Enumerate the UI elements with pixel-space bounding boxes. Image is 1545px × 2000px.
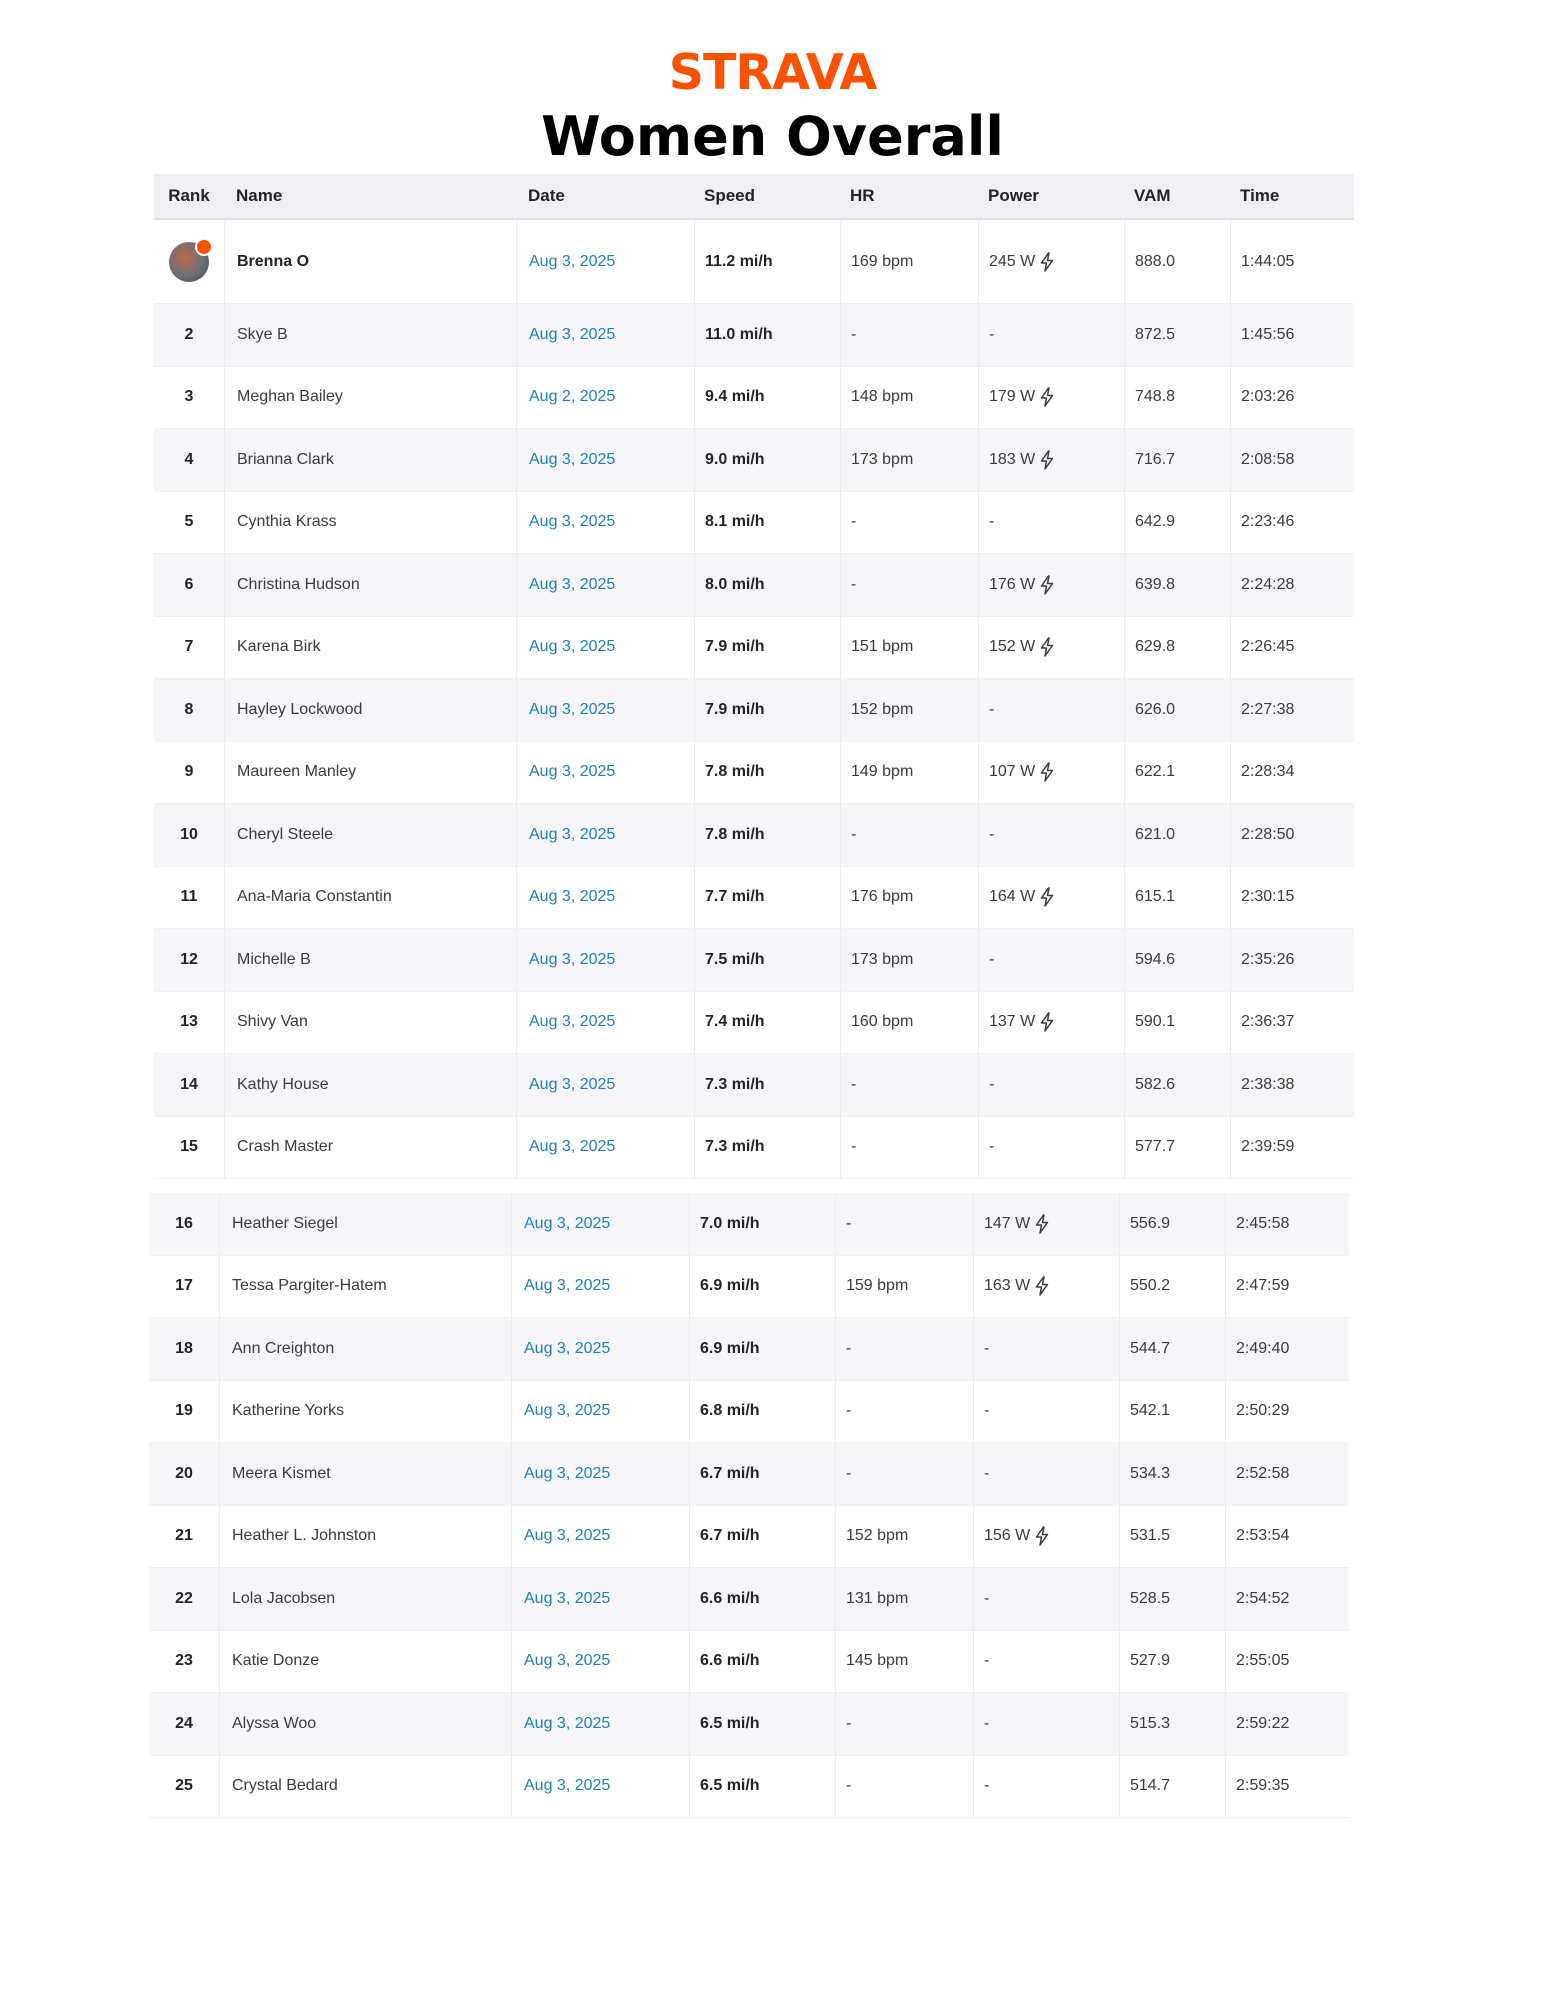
table-row[interactable]	[154, 804, 1354, 867]
table-row[interactable]	[154, 1054, 1354, 1117]
vam-cell: 590.1	[1124, 992, 1230, 1054]
rank-cell: 20	[175, 1464, 193, 1482]
vam-cell: 534.3	[1119, 1443, 1225, 1505]
activity-date-link[interactable]: Aug 3, 2025	[516, 1054, 694, 1116]
time-cell: 2:47:59	[1225, 1256, 1349, 1318]
rank-cell	[154, 220, 224, 303]
activity-date-link[interactable]: Aug 3, 2025	[516, 992, 694, 1054]
power-value: 164 W	[989, 888, 1036, 906]
power-value: 176 W	[989, 575, 1036, 593]
speed-cell: 7.5 mi/h	[694, 929, 840, 991]
time-cell: 2:59:35	[1225, 1756, 1349, 1818]
power-cell	[978, 679, 1124, 741]
time-cell: 2:27:38	[1230, 679, 1354, 741]
table-row[interactable]	[154, 867, 1354, 930]
table-row[interactable]	[154, 218, 1354, 304]
lightning-bolt-icon	[1039, 252, 1055, 272]
power-value: -	[989, 325, 995, 343]
rank-cell: 13	[180, 1013, 198, 1031]
athlete-name[interactable]: Ann Creighton	[219, 1318, 511, 1380]
power-cell	[978, 1117, 1124, 1179]
rank-cell: 3	[184, 388, 194, 406]
time-cell: 2:59:22	[1225, 1693, 1349, 1755]
table-row[interactable]	[149, 1631, 1349, 1694]
lightning-bolt-icon	[1039, 762, 1055, 782]
activity-date-link[interactable]: Aug 3, 2025	[511, 1693, 689, 1755]
power-value: 156 W	[984, 1527, 1031, 1545]
time-cell: 2:28:50	[1230, 804, 1354, 866]
heart-rate-cell: 159 bpm	[835, 1256, 973, 1318]
lightning-bolt-icon	[1039, 450, 1055, 470]
strava-logo: STRAVA	[668, 44, 877, 101]
vam-cell: 527.9	[1119, 1631, 1225, 1693]
table-body	[154, 218, 1354, 1818]
time-cell: 2:08:58	[1230, 429, 1354, 491]
vam-cell: 622.1	[1124, 742, 1230, 804]
heart-rate-cell: 152 bpm	[840, 679, 978, 741]
rank-cell: 14	[180, 1075, 198, 1093]
heart-rate-cell: -	[835, 1756, 973, 1818]
power-cell	[978, 1054, 1124, 1116]
activity-date-link[interactable]: Aug 2, 2025	[516, 367, 694, 429]
vam-cell: 556.9	[1119, 1193, 1225, 1255]
time-cell: 2:38:38	[1230, 1054, 1354, 1116]
power-value: 183 W	[989, 450, 1036, 468]
time-cell: 2:03:26	[1230, 367, 1354, 429]
table-row[interactable]	[154, 617, 1354, 680]
athlete-name[interactable]: Katie Donze	[219, 1631, 511, 1693]
athlete-name[interactable]: Michelle B	[224, 929, 516, 991]
activity-date-link[interactable]: Aug 3, 2025	[511, 1193, 689, 1255]
activity-date-link[interactable]: Aug 3, 2025	[516, 492, 694, 554]
lightning-bolt-icon	[1039, 387, 1055, 407]
power-value: -	[989, 1075, 995, 1093]
header-name[interactable]: Name	[236, 186, 283, 205]
table-row[interactable]	[154, 367, 1354, 430]
power-cell	[973, 1506, 1119, 1568]
heart-rate-cell: 160 bpm	[840, 992, 978, 1054]
activity-date-link[interactable]: Aug 3, 2025	[511, 1631, 689, 1693]
speed-cell: 7.9 mi/h	[694, 617, 840, 679]
header-date[interactable]: Date	[528, 186, 565, 205]
athlete-name[interactable]: Meghan Bailey	[224, 367, 516, 429]
table-row[interactable]	[154, 992, 1354, 1055]
vam-cell: 888.0	[1124, 220, 1230, 303]
heart-rate-cell: 173 bpm	[840, 429, 978, 491]
power-cell	[978, 804, 1124, 866]
time-cell: 2:35:26	[1230, 929, 1354, 991]
time-cell: 2:54:52	[1225, 1568, 1349, 1630]
heart-rate-cell: -	[835, 1318, 973, 1380]
speed-cell: 11.2 mi/h	[694, 220, 840, 303]
table-row[interactable]	[154, 742, 1354, 805]
lightning-bolt-icon	[1039, 575, 1055, 595]
activity-date-link[interactable]: Aug 3, 2025	[516, 679, 694, 741]
power-cell	[973, 1318, 1119, 1380]
activity-date-link[interactable]: Aug 3, 2025	[511, 1443, 689, 1505]
activity-date-link[interactable]: Aug 3, 2025	[516, 429, 694, 491]
speed-cell: 6.5 mi/h	[689, 1693, 835, 1755]
speed-cell: 7.3 mi/h	[694, 1117, 840, 1179]
heart-rate-cell: -	[840, 492, 978, 554]
vam-cell: 550.2	[1119, 1256, 1225, 1318]
rank-cell: 21	[175, 1527, 193, 1545]
lightning-bolt-icon	[1039, 637, 1055, 657]
power-cell	[978, 304, 1124, 366]
power-value: -	[989, 1138, 995, 1156]
power-cell	[973, 1568, 1119, 1630]
power-cell	[973, 1756, 1119, 1818]
top-rank-badge-icon	[195, 238, 213, 256]
table-header	[154, 174, 1354, 218]
activity-date-link[interactable]: Aug 3, 2025	[516, 1117, 694, 1179]
rank-cell: 9	[184, 763, 194, 781]
heart-rate-cell: 131 bpm	[835, 1568, 973, 1630]
table-row[interactable]	[149, 1193, 1349, 1256]
athlete-name[interactable]: Hayley Lockwood	[224, 679, 516, 741]
athlete-name[interactable]: Lola Jacobsen	[219, 1568, 511, 1630]
activity-date-link[interactable]: Aug 3, 2025	[516, 304, 694, 366]
vam-cell: 629.8	[1124, 617, 1230, 679]
header-hr[interactable]: HR	[850, 186, 875, 205]
table-row[interactable]	[149, 1443, 1349, 1506]
table-row[interactable]	[154, 1117, 1354, 1180]
athlete-name[interactable]: Tessa Pargiter-Hatem	[219, 1256, 511, 1318]
athlete-name[interactable]: Katherine Yorks	[219, 1381, 511, 1443]
power-value: 179 W	[989, 388, 1036, 406]
header-speed[interactable]: Speed	[704, 186, 756, 205]
speed-cell: 6.9 mi/h	[689, 1318, 835, 1380]
vam-cell: 542.1	[1119, 1381, 1225, 1443]
heart-rate-cell: -	[840, 304, 978, 366]
vam-cell: 544.7	[1119, 1318, 1225, 1380]
power-cell	[973, 1193, 1119, 1255]
power-value: 147 W	[984, 1214, 1031, 1232]
athlete-name[interactable]: Brenna O	[224, 220, 516, 303]
rank-cell: 23	[175, 1652, 193, 1670]
speed-cell: 9.0 mi/h	[694, 429, 840, 491]
table-row[interactable]	[149, 1381, 1349, 1444]
power-value: -	[989, 513, 995, 531]
vam-cell: 621.0	[1124, 804, 1230, 866]
athlete-name[interactable]: Maureen Manley	[224, 742, 516, 804]
lightning-bolt-icon	[1034, 1526, 1050, 1546]
heart-rate-cell: 169 bpm	[840, 220, 978, 303]
header-power[interactable]: Power	[988, 186, 1040, 205]
rank-cell: 22	[175, 1589, 193, 1607]
time-cell: 2:45:58	[1225, 1193, 1349, 1255]
heart-rate-cell: 173 bpm	[840, 929, 978, 991]
activity-date-link[interactable]: Aug 3, 2025	[511, 1381, 689, 1443]
power-cell	[978, 220, 1124, 303]
athlete-name[interactable]: Cheryl Steele	[224, 804, 516, 866]
vam-cell: 528.5	[1119, 1568, 1225, 1630]
table-row[interactable]	[149, 1568, 1349, 1631]
rank-cell: 10	[180, 825, 198, 843]
table-row[interactable]	[149, 1256, 1349, 1319]
table-row[interactable]	[149, 1506, 1349, 1569]
power-value: -	[984, 1652, 990, 1670]
power-cell	[978, 742, 1124, 804]
vam-cell: 639.8	[1124, 554, 1230, 616]
speed-cell: 7.0 mi/h	[689, 1193, 835, 1255]
header-vam[interactable]: VAM	[1134, 186, 1171, 205]
power-value: 137 W	[989, 1013, 1036, 1031]
table-row[interactable]	[154, 679, 1354, 742]
rank-cell: 8	[184, 700, 194, 718]
athlete-name[interactable]: Crystal Bedard	[219, 1756, 511, 1818]
speed-cell: 8.1 mi/h	[694, 492, 840, 554]
heart-rate-cell: -	[835, 1381, 973, 1443]
speed-cell: 6.7 mi/h	[689, 1506, 835, 1568]
speed-cell: 11.0 mi/h	[694, 304, 840, 366]
rank-cell: 19	[175, 1402, 193, 1420]
vam-cell: 594.6	[1124, 929, 1230, 991]
vam-cell: 642.9	[1124, 492, 1230, 554]
speed-cell: 6.5 mi/h	[689, 1756, 835, 1818]
power-value: 245 W	[989, 252, 1036, 270]
rank-cell: 4	[184, 450, 194, 468]
rank-cell: 17	[175, 1277, 193, 1295]
activity-date-link[interactable]: Aug 3, 2025	[516, 554, 694, 616]
vam-cell: 531.5	[1119, 1506, 1225, 1568]
time-cell: 2:23:46	[1230, 492, 1354, 554]
rank-cell: 6	[184, 575, 194, 593]
activity-date-link[interactable]: Aug 3, 2025	[516, 867, 694, 929]
power-value: -	[989, 950, 995, 968]
leaderboard-table	[154, 174, 1354, 1818]
vam-cell: 748.8	[1124, 367, 1230, 429]
power-cell	[973, 1693, 1119, 1755]
athlete-name[interactable]: Ana-Maria Constantin	[224, 867, 516, 929]
athlete-avatar-icon[interactable]	[169, 242, 209, 282]
power-cell	[978, 929, 1124, 991]
power-value: -	[984, 1339, 990, 1357]
table-row[interactable]	[154, 554, 1354, 617]
time-cell: 2:39:59	[1230, 1117, 1354, 1179]
athlete-name[interactable]: Karena Birk	[224, 617, 516, 679]
power-cell	[978, 867, 1124, 929]
speed-cell: 7.8 mi/h	[694, 742, 840, 804]
activity-date-link[interactable]: Aug 3, 2025	[511, 1506, 689, 1568]
speed-cell: 6.7 mi/h	[689, 1443, 835, 1505]
heart-rate-cell: -	[840, 1054, 978, 1116]
athlete-name[interactable]: Skye B	[224, 304, 516, 366]
speed-cell: 6.9 mi/h	[689, 1256, 835, 1318]
time-cell: 2:55:05	[1225, 1631, 1349, 1693]
time-cell: 2:30:15	[1230, 867, 1354, 929]
power-cell	[978, 992, 1124, 1054]
power-cell	[978, 367, 1124, 429]
activity-date-link[interactable]: Aug 3, 2025	[511, 1568, 689, 1630]
activity-date-link[interactable]: Aug 3, 2025	[516, 929, 694, 991]
vam-cell: 515.3	[1119, 1693, 1225, 1755]
heart-rate-cell: 176 bpm	[840, 867, 978, 929]
rank-cell: 24	[175, 1714, 193, 1732]
power-cell	[978, 429, 1124, 491]
athlete-name[interactable]: Brianna Clark	[224, 429, 516, 491]
page-title: Women Overall	[541, 105, 1004, 168]
time-cell: 2:26:45	[1230, 617, 1354, 679]
time-cell: 2:24:28	[1230, 554, 1354, 616]
time-cell: 2:52:58	[1225, 1443, 1349, 1505]
lightning-bolt-icon	[1034, 1214, 1050, 1234]
speed-cell: 8.0 mi/h	[694, 554, 840, 616]
power-cell	[973, 1381, 1119, 1443]
power-value: -	[984, 1589, 990, 1607]
power-value: -	[984, 1402, 990, 1420]
time-cell: 2:36:37	[1230, 992, 1354, 1054]
vam-cell: 577.7	[1124, 1117, 1230, 1179]
athlete-name[interactable]: Kathy House	[224, 1054, 516, 1116]
table-row[interactable]	[154, 429, 1354, 492]
heart-rate-cell: -	[835, 1693, 973, 1755]
power-cell	[973, 1256, 1119, 1318]
activity-date-link[interactable]: Aug 3, 2025	[511, 1318, 689, 1380]
header-rank[interactable]: Rank	[168, 186, 210, 205]
lightning-bolt-icon	[1039, 1012, 1055, 1032]
time-cell: 2:49:40	[1225, 1318, 1349, 1380]
speed-cell: 7.7 mi/h	[694, 867, 840, 929]
speed-cell: 6.6 mi/h	[689, 1631, 835, 1693]
time-cell: 2:53:54	[1225, 1506, 1349, 1568]
activity-date-link[interactable]: Aug 3, 2025	[516, 220, 694, 303]
power-value: 152 W	[989, 638, 1036, 656]
rank-cell: 7	[184, 638, 194, 656]
time-cell: 1:45:56	[1230, 304, 1354, 366]
power-cell	[978, 492, 1124, 554]
activity-date-link[interactable]: Aug 3, 2025	[516, 804, 694, 866]
athlete-name[interactable]: Meera Kismet	[219, 1443, 511, 1505]
power-cell	[978, 617, 1124, 679]
activity-date-link[interactable]: Aug 3, 2025	[516, 742, 694, 804]
speed-cell: 7.9 mi/h	[694, 679, 840, 741]
table-row[interactable]	[149, 1693, 1349, 1756]
rank-cell: 2	[184, 325, 194, 343]
power-value: 163 W	[984, 1277, 1031, 1295]
time-cell: 2:50:29	[1225, 1381, 1349, 1443]
athlete-name[interactable]: Cynthia Krass	[224, 492, 516, 554]
heart-rate-cell: 152 bpm	[835, 1506, 973, 1568]
speed-cell: 7.8 mi/h	[694, 804, 840, 866]
athlete-name[interactable]: Crash Master	[224, 1117, 516, 1179]
power-value: -	[989, 825, 995, 843]
rank-cell: 25	[175, 1777, 193, 1795]
speed-cell: 9.4 mi/h	[694, 367, 840, 429]
vam-cell: 615.1	[1124, 867, 1230, 929]
speed-cell: 7.4 mi/h	[694, 992, 840, 1054]
table-row[interactable]	[149, 1756, 1349, 1819]
power-value: 107 W	[989, 763, 1036, 781]
vam-cell: 716.7	[1124, 429, 1230, 491]
power-value: -	[984, 1464, 990, 1482]
activity-date-link[interactable]: Aug 3, 2025	[511, 1256, 689, 1318]
rank-cell: 12	[180, 950, 198, 968]
athlete-name[interactable]: Christina Hudson	[224, 554, 516, 616]
header-time[interactable]: Time	[1240, 186, 1280, 205]
power-cell	[973, 1631, 1119, 1693]
rank-cell: 5	[184, 513, 194, 531]
heart-rate-cell: -	[840, 1117, 978, 1179]
page-break-gap	[151, 1179, 1351, 1193]
athlete-name[interactable]: Heather L. Johnston	[219, 1506, 511, 1568]
heart-rate-cell: -	[835, 1193, 973, 1255]
athlete-name[interactable]: Heather Siegel	[219, 1193, 511, 1255]
rank-cell: 15	[180, 1138, 198, 1156]
heart-rate-cell: -	[840, 554, 978, 616]
table-row[interactable]	[154, 304, 1354, 367]
vam-cell: 582.6	[1124, 1054, 1230, 1116]
lightning-bolt-icon	[1039, 887, 1055, 907]
table-row[interactable]	[154, 929, 1354, 992]
power-value: -	[984, 1777, 990, 1795]
table-row[interactable]	[154, 492, 1354, 555]
lightning-bolt-icon	[1034, 1276, 1050, 1296]
athlete-name[interactable]: Shivy Van	[224, 992, 516, 1054]
power-value: -	[989, 700, 995, 718]
heart-rate-cell: 149 bpm	[840, 742, 978, 804]
time-cell: 2:28:34	[1230, 742, 1354, 804]
heart-rate-cell: 148 bpm	[840, 367, 978, 429]
vam-cell: 872.5	[1124, 304, 1230, 366]
heart-rate-cell: -	[835, 1443, 973, 1505]
power-cell	[973, 1443, 1119, 1505]
heart-rate-cell: 145 bpm	[835, 1631, 973, 1693]
heart-rate-cell: -	[840, 804, 978, 866]
time-cell: 1:44:05	[1230, 220, 1354, 303]
rank-cell: 18	[175, 1339, 193, 1357]
activity-date-link[interactable]: Aug 3, 2025	[511, 1756, 689, 1818]
vam-cell: 514.7	[1119, 1756, 1225, 1818]
activity-date-link[interactable]: Aug 3, 2025	[516, 617, 694, 679]
heart-rate-cell: 151 bpm	[840, 617, 978, 679]
athlete-name[interactable]: Alyssa Woo	[219, 1693, 511, 1755]
speed-cell: 6.6 mi/h	[689, 1568, 835, 1630]
speed-cell: 7.3 mi/h	[694, 1054, 840, 1116]
power-cell	[978, 554, 1124, 616]
rank-cell: 11	[180, 888, 198, 906]
vam-cell: 626.0	[1124, 679, 1230, 741]
rank-cell: 16	[175, 1214, 193, 1232]
speed-cell: 6.8 mi/h	[689, 1381, 835, 1443]
power-value: -	[984, 1714, 990, 1732]
table-row[interactable]	[149, 1318, 1349, 1381]
